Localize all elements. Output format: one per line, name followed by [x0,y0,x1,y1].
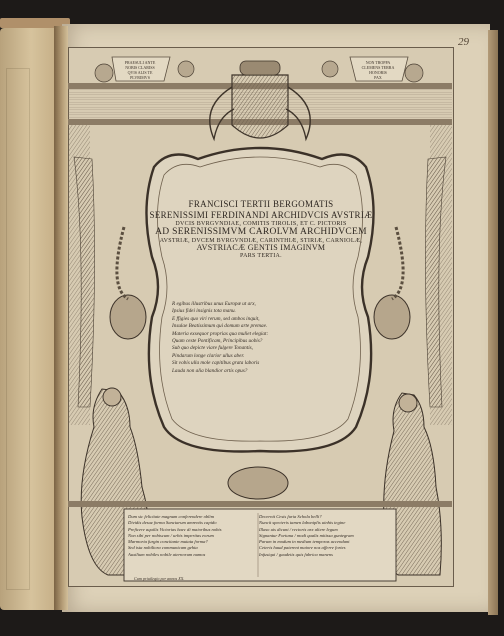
verse-line: Ceteris haud paterent maiore nos afferre fortes [259,545,346,551]
left-page [0,28,62,610]
left-figure-head [103,388,121,406]
verse-line: Nuncit specteris tamen laboniplis uinhis tegine [259,520,346,526]
putto-left-outer [95,64,113,82]
putto-right-inner [322,61,338,77]
title-line-subject: AVSTRIACÆ GENTIS IMAGINVM [196,243,326,253]
banner-right-line: PAX [374,75,382,80]
poem-line: Quam ceste Pontificam, Principibus uobis? [172,338,263,345]
verse-line: Sed ista nobiliora communicam gehta [128,545,198,551]
banner-left-line: PLVRIMVS [130,75,150,80]
verse-line: Non sibi per nobiscum / urbis imperitas eorum [128,532,214,538]
poem-line: Sub quo depicte viare fulgere Tonantis, [172,345,253,352]
left-banner-text [118,60,162,80]
book-gutter [54,26,68,610]
verse-line: Illaso uis dicunt / rectoris arx altere legum [259,526,338,532]
banner-right-line: CLEMENS TERRA [361,65,395,70]
verse-line: Marmoria furgin concitante mutata forma? [128,539,208,545]
left-garland [117,227,128,299]
putto-right-outer [405,64,423,82]
verse-line: Infusiqui / gaudetis quis fabrica manens [259,551,333,557]
putto-left-inner [178,61,194,77]
poem-line: Ipsius fidei insignis tota manu. [172,308,236,315]
title-line-territories: AVSTRIÆ, DVCEM BVRGVNDIÆ, CARINTHIÆ, STIRIÆ, CARNIOLÆ, [159,238,363,245]
poem-line: Lauda non alia blandior artis opus? [172,367,248,374]
right-mask [374,295,410,339]
poem-line: Sit vobis ulla mole capitibus grata laboris [172,360,260,367]
poem-line: Materia exsequor proprias qua muliet elegiat: [172,330,269,337]
verse-column-left [128,514,252,558]
poem-line: R egibus illustribus unus Europæ ut arx, [172,301,256,307]
plinth [68,501,452,507]
page-edge [488,30,498,615]
verse-line: Auxilium nobiles nobile aternorum numos [128,551,206,557]
right-garland [392,227,403,299]
folio-number: 29 [458,36,469,48]
cartouche-frame [146,148,373,452]
archducal-hat [240,61,280,75]
title-block [145,200,377,259]
verse-column-right [259,514,383,558]
banner-left-line: NOBIS CLARISS [125,65,155,70]
poem-line: Pindarum longe clarior ullus aber. [172,352,245,359]
title-line-part: PARS TERTIA. [240,252,282,259]
right-banner-text [356,60,400,80]
banner-right-line: HONORIS [369,70,387,75]
title-line-dedicatee: AD SERENISSIMVM CAROLVM ARCHIDVCEM [155,227,367,238]
verse-line: Decernit Cesis furia Schola belli? [259,514,322,519]
right-figure-head [399,394,417,412]
bottom-mask [228,467,288,499]
left-mask [110,295,146,339]
banner-left-line: PRAESULI ANTE [124,60,156,65]
verse-line: Parum in modum in medium temporas accendant [259,539,350,545]
banner-right-line: NON TROPPA [365,60,391,65]
privilege-note: Cum priuilegio per annos XX. [134,576,185,581]
title-line-titles: DVCIS BVRGVNDIAE, COMITIS TIROLIS, ET C. PICTORIS [175,220,347,227]
verse-line: Dividis desuz forma Sanctarum amrentis capido [128,520,217,526]
left-page-bleedthrough [6,68,30,590]
poem-line: Insulae Beatissimum qui domum arte premae. [172,323,268,330]
coat-of-arms [232,75,288,138]
title-line-author: FRANCISCI TERTII BERGOMATIS [188,199,334,209]
verse-line: Preficere aquilis Victorias haec di maioribus nobis [128,526,222,532]
banner-left-line: QVIS ALIS TE [127,70,153,75]
title-line-patron: SERENISSIMI FERDINANDI ARCHIDVCIS AVSTRIÆ [149,210,373,221]
dedication-poem [172,301,342,375]
poem-line: E ffigies quo viri rerum, sed ambos inquit, [172,315,260,322]
verse-line: Signantur Fortuna / modi qualis mitissa guntegram [259,532,354,538]
verse-line: Dum sic felicitate magnum conferendere oblim [128,514,215,519]
